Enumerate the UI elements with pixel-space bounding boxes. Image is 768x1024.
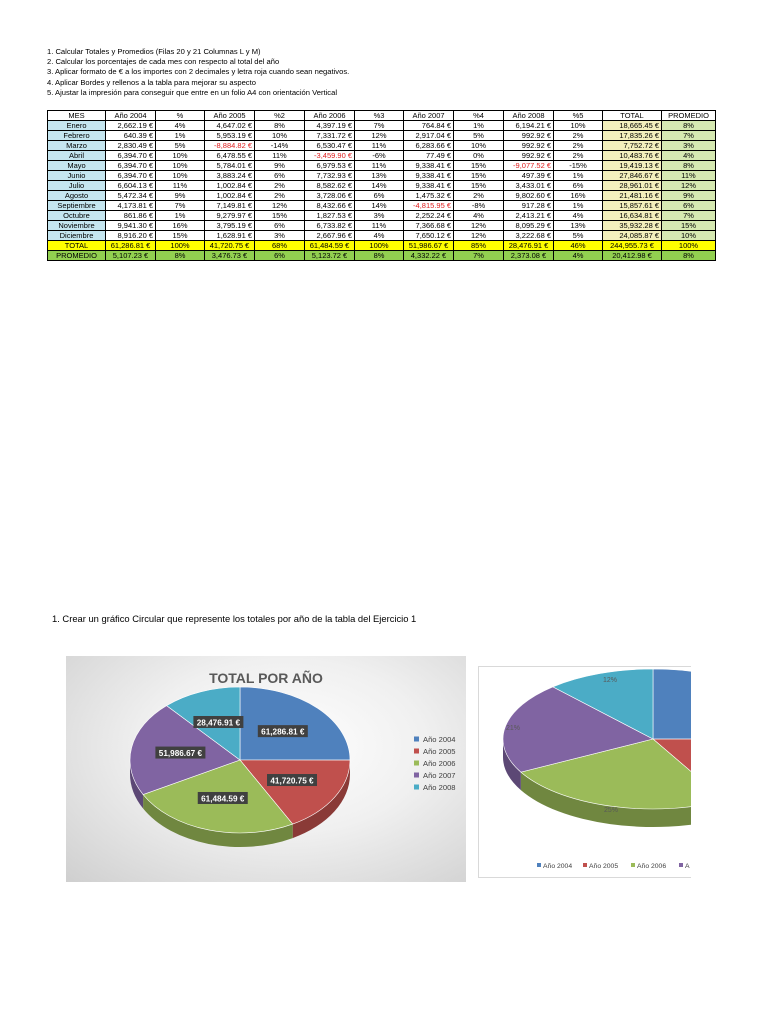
table-row: [48, 231, 716, 241]
table-cell: 6,194.21 €: [504, 121, 554, 131]
table-cell: 2%: [554, 131, 603, 141]
table-cell: 6,530.47 €: [305, 141, 355, 151]
table-cell: 4,332.22 €: [404, 251, 454, 261]
table-cell: 100%: [156, 241, 205, 251]
table-cell: 68%: [255, 241, 305, 251]
table-cell: 1%: [156, 211, 205, 221]
table-cell: -6%: [355, 151, 404, 161]
table-cell: 15,857.61 €: [603, 201, 662, 211]
legend-swatch: [414, 785, 419, 790]
table-cell: 15%: [454, 161, 504, 171]
table-cell: 35,932.28 €: [603, 221, 662, 231]
table-cell: 9,338.41 €: [404, 161, 454, 171]
table-cell: Febrero: [48, 131, 106, 141]
legend-swatch: [679, 863, 683, 867]
table-cell: 1,002.84 €: [205, 191, 255, 201]
table-cell: 61,286.81 €: [106, 241, 156, 251]
table-cell: 100%: [662, 241, 716, 251]
table-cell: 7%: [454, 251, 504, 261]
table-cell: 6%: [554, 181, 603, 191]
table-cell: 8,582.62 €: [305, 181, 355, 191]
table-cell: 11%: [355, 161, 404, 171]
table-cell: 11%: [156, 181, 205, 191]
table-cell: 12%: [355, 131, 404, 141]
table-row: [48, 131, 716, 141]
table-cell: 15%: [662, 221, 716, 231]
table-row: [48, 161, 716, 171]
table-cell: 861.86 €: [106, 211, 156, 221]
table-cell: 1%: [454, 121, 504, 131]
table-cell: 46%: [554, 241, 603, 251]
table-cell: Diciembre: [48, 231, 106, 241]
table-cell: 4,173.81 €: [106, 201, 156, 211]
table-cell: 10%: [454, 141, 504, 151]
table-cell: 8,095.29 €: [504, 221, 554, 231]
percent-label: 25%: [603, 807, 619, 814]
table-cell: 2,917.04 €: [404, 131, 454, 141]
table-cell: 6,394.70 €: [106, 171, 156, 181]
table-cell: 77.49 €: [404, 151, 454, 161]
table-row: [48, 151, 716, 161]
table-cell: 6%: [255, 251, 305, 261]
table-cell: 27,846.67 €: [603, 171, 662, 181]
table-cell: 9,802.60 €: [504, 191, 554, 201]
table-cell: 5,472.34 €: [106, 191, 156, 201]
table-cell: 12%: [662, 181, 716, 191]
table-cell: 12%: [454, 221, 504, 231]
table-cell: 6,478.55 €: [205, 151, 255, 161]
table-cell: 0%: [454, 151, 504, 161]
table-cell: 3,795.19 €: [205, 221, 255, 231]
legend-swatch: [583, 863, 587, 867]
table-cell: 3,883.24 €: [205, 171, 255, 181]
table-cell: TOTAL: [48, 241, 106, 251]
table-cell: 9%: [156, 191, 205, 201]
data-label: 28,476.91 €: [196, 718, 241, 728]
pie-chart-total-por-ano: [66, 656, 466, 882]
table-row: [48, 141, 716, 151]
table-cell: 11%: [662, 171, 716, 181]
table-cell: Julio: [48, 181, 106, 191]
table-row: [48, 171, 716, 181]
table-cell: 10%: [156, 151, 205, 161]
table-cell: 3,728.06 €: [305, 191, 355, 201]
table-cell: 9%: [255, 161, 305, 171]
table-cell: PROMEDIO: [662, 111, 716, 121]
table-cell: -8,884.82 €: [205, 141, 255, 151]
table-cell: 21,481.16 €: [603, 191, 662, 201]
table-cell: 7,650.12 €: [404, 231, 454, 241]
table-header-row: [48, 111, 716, 121]
table-row: [48, 121, 716, 131]
table-cell: -8%: [454, 201, 504, 211]
pie-chart-percent: [478, 666, 691, 878]
table-cell: %4: [454, 111, 504, 121]
table-cell: 4%: [355, 231, 404, 241]
table-cell: 7,752.72 €: [603, 141, 662, 151]
table-cell: 11%: [355, 141, 404, 151]
table-cell: Mayo: [48, 161, 106, 171]
table-cell: 18,665.45 €: [603, 121, 662, 131]
table-cell: -4,815.95 €: [404, 201, 454, 211]
table-cell: TOTAL: [603, 111, 662, 121]
instruction-line: 3. Aplicar formato de € a los importes con 2 decimales y letra roja cuando sean negativos.: [47, 67, 350, 77]
table-cell: 3%: [255, 231, 305, 241]
table-cell: 4%: [454, 211, 504, 221]
legend-label: Año 2005: [423, 747, 456, 756]
table-cell: 5%: [156, 141, 205, 151]
table-cell: PROMEDIO: [48, 251, 106, 261]
table-cell: 8%: [662, 161, 716, 171]
table-cell: 2,667.96 €: [305, 231, 355, 241]
table-cell: 1%: [554, 201, 603, 211]
table-cell: -3,459.90 €: [305, 151, 355, 161]
table-cell: 4%: [554, 251, 603, 261]
table-cell: 2,662.19 €: [106, 121, 156, 131]
table-cell: 10%: [255, 131, 305, 141]
table-cell: 2%: [554, 151, 603, 161]
table-cell: -14%: [255, 141, 305, 151]
table-cell: 100%: [355, 241, 404, 251]
table-row: [48, 191, 716, 201]
table-cell: 8%: [355, 251, 404, 261]
legend-label: Año 2006: [637, 863, 667, 870]
table-cell: 5,953.19 €: [205, 131, 255, 141]
table-cell: -15%: [554, 161, 603, 171]
legend-swatch: [631, 863, 635, 867]
table-cell: 13%: [355, 171, 404, 181]
table-cell: 6%: [662, 201, 716, 211]
legend-label: Año 2005: [589, 863, 619, 870]
table-cell: 9,279.97 €: [205, 211, 255, 221]
table-cell: 10%: [554, 121, 603, 131]
table-cell: 9,941.30 €: [106, 221, 156, 231]
table-cell: 51,986.67 €: [404, 241, 454, 251]
table-cell: 992.92 €: [504, 151, 554, 161]
legend-label: A: [685, 863, 690, 870]
table-cell: 3%: [355, 211, 404, 221]
table-cell: Abril: [48, 151, 106, 161]
pie-slice: [653, 669, 691, 739]
instruction-line: 1. Calcular Totales y Promedios (Filas 20 y 21 Columnas L y M): [47, 47, 261, 56]
table-cell: 11%: [255, 151, 305, 161]
table-cell: 992.92 €: [504, 141, 554, 151]
legend-swatch: [414, 773, 419, 778]
pie-slice: [240, 687, 350, 760]
percent-label: 21%: [505, 725, 521, 732]
table-cell: %2: [255, 111, 305, 121]
table-cell: 6,979.53 €: [305, 161, 355, 171]
table-cell: 8,432.66 €: [305, 201, 355, 211]
table-cell: 2%: [554, 141, 603, 151]
table-cell: 14%: [355, 181, 404, 191]
table-cell: 2,252.24 €: [404, 211, 454, 221]
table-cell: 992.92 €: [504, 131, 554, 141]
table-cell: %: [156, 111, 205, 121]
table-cell: 7,366.68 €: [404, 221, 454, 231]
instruction-line: 4. Aplicar Bordes y rellenos a la tabla para mejorar su aspecto: [47, 77, 256, 87]
table-cell: 1,827.53 €: [305, 211, 355, 221]
table-cell: 764.84 €: [404, 121, 454, 131]
table-cell: 41,720.75 €: [205, 241, 255, 251]
data-label: 61,286.81 €: [261, 727, 305, 737]
table-cell: 3%: [662, 141, 716, 151]
legend-label: Año 2007: [423, 771, 456, 780]
table-cell: 9,338.41 €: [404, 171, 454, 181]
table-cell: 640.39 €: [106, 131, 156, 141]
table-cell: 6,394.70 €: [106, 151, 156, 161]
table-cell: 5%: [554, 231, 603, 241]
table-cell: 7,149.81 €: [205, 201, 255, 211]
table-cell: 3,222.68 €: [504, 231, 554, 241]
table-cell: Octubre: [48, 211, 106, 221]
table-cell: 7%: [355, 121, 404, 131]
table-cell: 497.39 €: [504, 171, 554, 181]
table-cell: 6,604.13 €: [106, 181, 156, 191]
table-cell: 7,331.72 €: [305, 131, 355, 141]
spreadsheet-table: [47, 110, 716, 261]
table-cell: Año 2004: [106, 111, 156, 121]
table-cell: 61,484.59 €: [305, 241, 355, 251]
table-cell: 13%: [554, 221, 603, 231]
table-cell: Enero: [48, 121, 106, 131]
table-cell: 4,647.02 €: [205, 121, 255, 131]
table-cell: 917.28 €: [504, 201, 554, 211]
table-cell: 7,732.93 €: [305, 171, 355, 181]
data-label: 41,720.75 €: [270, 776, 314, 786]
chart-question: 1. Crear un gráfico Circular que represente los totales por año de la tabla del Ejercicio 1: [52, 613, 417, 624]
table-cell: 6%: [255, 221, 305, 231]
table-cell: 3,476.73 €: [205, 251, 255, 261]
data-label: 51,986.67 €: [158, 749, 203, 759]
table-cell: 1,002.84 €: [205, 181, 255, 191]
instruction-line: 2. Calcular los porcentajes de cada mes con respecto al total del año: [47, 57, 280, 67]
table-cell: 17,835.26 €: [603, 131, 662, 141]
table-cell: 7%: [662, 131, 716, 141]
table-cell: 5,123.72 €: [305, 251, 355, 261]
table-cell: 28,476.91 €: [504, 241, 554, 251]
table-cell: 6,283.66 €: [404, 141, 454, 151]
table-cell: 5,784.01 €: [205, 161, 255, 171]
table-cell: 6%: [255, 171, 305, 181]
table-cell: 28,961.01 €: [603, 181, 662, 191]
table-cell: -9,077.52 €: [504, 161, 554, 171]
legend-swatch: [414, 761, 419, 766]
table-row: [48, 211, 716, 221]
table-cell: 2%: [255, 181, 305, 191]
instruction-line: 5. Ajustar la impresión para conseguir que entre en un folio A4 con orientación Vertical: [47, 87, 338, 97]
table-cell: 85%: [454, 241, 504, 251]
table-cell: 15%: [454, 171, 504, 181]
chart-title: TOTAL POR AÑO: [209, 670, 323, 686]
table-cell: 10,483.76 €: [603, 151, 662, 161]
table-cell: 8%: [156, 251, 205, 261]
table-cell: %3: [355, 111, 404, 121]
percent-label: 12%: [602, 677, 618, 684]
table-cell: Agosto: [48, 191, 106, 201]
table-cell: 4%: [662, 151, 716, 161]
instructions-list: [47, 47, 349, 98]
table-row: [48, 201, 716, 211]
table-cell: 20,412.98 €: [603, 251, 662, 261]
table-cell: Marzo: [48, 141, 106, 151]
table-cell: 11%: [355, 221, 404, 231]
table-cell: 5,107.23 €: [106, 251, 156, 261]
table-cell: 1,475.32 €: [404, 191, 454, 201]
table-cell: Noviembre: [48, 221, 106, 231]
table-cell: Año 2006: [305, 111, 355, 121]
table-cell: Junio: [48, 171, 106, 181]
table-cell: Año 2008: [504, 111, 554, 121]
table-cell: 1%: [156, 131, 205, 141]
table-cell: 8%: [662, 251, 716, 261]
table-cell: 14%: [355, 201, 404, 211]
legend-label: Año 2006: [423, 759, 456, 768]
table-cell: 16%: [156, 221, 205, 231]
table-cell: 8%: [255, 121, 305, 131]
table-cell: 7%: [662, 211, 716, 221]
table-cell: 8,916.20 €: [106, 231, 156, 241]
table-cell: Septiembre: [48, 201, 106, 211]
total-row: [48, 241, 716, 251]
legend-swatch: [414, 749, 419, 754]
table-cell: 1,628.91 €: [205, 231, 255, 241]
table-cell: 2,373.08 €: [504, 251, 554, 261]
table-cell: 12%: [255, 201, 305, 211]
table-cell: 1%: [554, 171, 603, 181]
table-cell: 24,085.87 €: [603, 231, 662, 241]
table-cell: 6,394.70 €: [106, 161, 156, 171]
table-cell: 4%: [554, 211, 603, 221]
table-cell: 9%: [662, 191, 716, 201]
table-cell: Año 2007: [404, 111, 454, 121]
table-cell: 16,634.81 €: [603, 211, 662, 221]
table-cell: 2,830.49 €: [106, 141, 156, 151]
table-cell: 12%: [454, 231, 504, 241]
legend-label: Año 2008: [423, 783, 456, 792]
legend-swatch: [414, 737, 419, 742]
table-cell: 3,433.01 €: [504, 181, 554, 191]
table-cell: 10%: [156, 161, 205, 171]
table-cell: 7%: [156, 201, 205, 211]
table-cell: 10%: [662, 231, 716, 241]
table-cell: 6%: [355, 191, 404, 201]
table-cell: 16%: [554, 191, 603, 201]
table-cell: 15%: [255, 211, 305, 221]
table-cell: %5: [554, 111, 603, 121]
table-cell: 2%: [454, 191, 504, 201]
table-row: [48, 181, 716, 191]
table-cell: 2%: [255, 191, 305, 201]
table-cell: Año 2005: [205, 111, 255, 121]
table-cell: MES: [48, 111, 106, 121]
avg-row: [48, 251, 716, 261]
table-cell: 244,955.73 €: [603, 241, 662, 251]
table-cell: 8%: [662, 121, 716, 131]
table-row: [48, 221, 716, 231]
table-cell: 4,397.19 €: [305, 121, 355, 131]
legend-swatch: [537, 863, 541, 867]
table-cell: 2,413.21 €: [504, 211, 554, 221]
table-cell: 19,419.13 €: [603, 161, 662, 171]
table-cell: 5%: [454, 131, 504, 141]
legend-label: Año 2004: [423, 735, 456, 744]
table-cell: 4%: [156, 121, 205, 131]
table-cell: 10%: [156, 171, 205, 181]
table-cell: 9,338.41 €: [404, 181, 454, 191]
legend-label: Año 2004: [543, 863, 573, 870]
data-label: 61,484.59 €: [201, 794, 245, 804]
table-cell: 6,733.82 €: [305, 221, 355, 231]
table-cell: 15%: [156, 231, 205, 241]
table-cell: 15%: [454, 181, 504, 191]
